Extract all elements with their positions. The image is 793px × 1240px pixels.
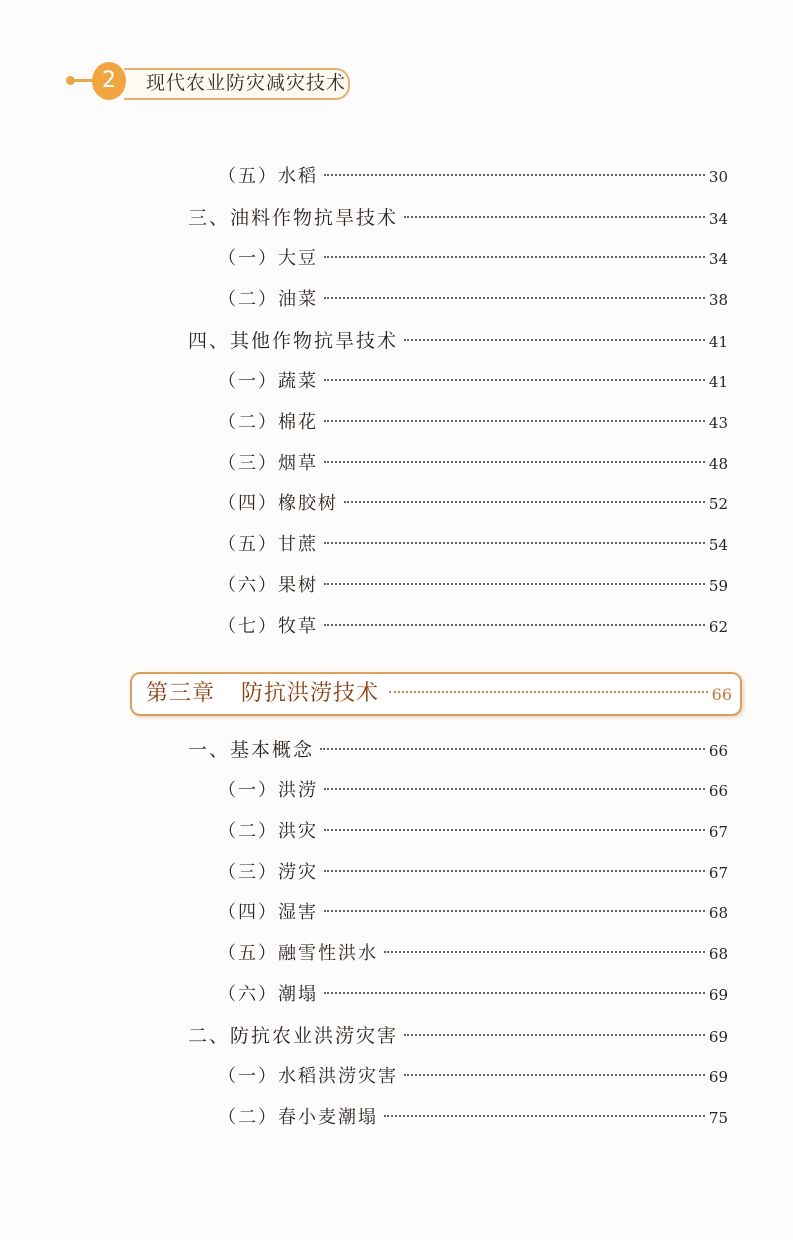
dot-leader bbox=[404, 1074, 705, 1076]
toc-entry[interactable] bbox=[218, 612, 728, 642]
toc-entry-label: （二）春小麦潮塌 bbox=[218, 1107, 378, 1128]
chapter-page: 66 bbox=[711, 685, 732, 704]
toc-entry-label: （一）洪涝 bbox=[218, 780, 318, 801]
toc-entry-label: （二）棉花 bbox=[218, 412, 318, 433]
toc-entry[interactable] bbox=[188, 1021, 728, 1051]
toc-entry[interactable] bbox=[218, 162, 728, 192]
toc-entry[interactable] bbox=[218, 367, 728, 397]
toc-entry-page: 59 bbox=[708, 577, 728, 595]
dot-leader bbox=[344, 501, 705, 503]
dot-leader bbox=[404, 1034, 705, 1036]
toc-entry-label: （四）湿害 bbox=[218, 902, 318, 923]
toc-entry-label: 四、其他作物抗旱技术 bbox=[188, 330, 399, 352]
toc-entry-page: 52 bbox=[708, 495, 728, 513]
dot-leader bbox=[324, 420, 705, 422]
dot-leader bbox=[324, 542, 705, 544]
toc-entry[interactable] bbox=[188, 326, 728, 356]
dot-leader bbox=[324, 174, 705, 176]
toc-entry-label: （五）水稻 bbox=[218, 166, 318, 187]
toc-entry-page: 43 bbox=[708, 414, 728, 432]
dot-leader bbox=[324, 461, 705, 463]
toc-entry-page: 66 bbox=[708, 742, 728, 760]
toc-entry-page: 38 bbox=[708, 291, 728, 309]
toc-entry-label: （一）蔬菜 bbox=[218, 371, 318, 392]
dot-leader bbox=[384, 951, 705, 953]
dot-leader bbox=[324, 910, 705, 912]
dot-leader bbox=[324, 297, 705, 299]
toc-entry-page: 66 bbox=[708, 782, 728, 800]
toc-entry-page: 67 bbox=[708, 864, 728, 882]
toc-entry-label: 三、油料作物抗旱技术 bbox=[188, 207, 399, 229]
header-ornament-dot bbox=[66, 76, 75, 85]
toc-entry[interactable] bbox=[218, 1062, 728, 1092]
toc-entry[interactable] bbox=[218, 285, 728, 315]
dot-leader bbox=[320, 748, 705, 750]
toc-entry[interactable] bbox=[218, 776, 728, 806]
dot-leader bbox=[324, 829, 705, 831]
toc-entry[interactable] bbox=[188, 203, 728, 233]
chapter-title: 防抗洪涝技术 bbox=[241, 681, 380, 706]
toc-entry[interactable] bbox=[188, 735, 728, 765]
toc-entry-label: 一、基本概念 bbox=[188, 739, 315, 761]
toc-entry-label: （五）融雪性洪水 bbox=[218, 943, 378, 964]
toc-entry[interactable] bbox=[218, 489, 728, 519]
toc-entry[interactable] bbox=[218, 898, 728, 928]
toc-entry[interactable] bbox=[218, 408, 728, 438]
toc-entry[interactable] bbox=[218, 939, 728, 969]
toc-entry-page: 69 bbox=[708, 1068, 728, 1086]
toc-entry-page: 68 bbox=[708, 904, 728, 922]
toc-entry[interactable] bbox=[218, 571, 728, 601]
toc-entry-page: 69 bbox=[708, 1028, 728, 1046]
book-title: 现代农业防灾减灾技术 bbox=[146, 72, 347, 94]
toc-entry-page: 34 bbox=[708, 250, 728, 268]
toc-entry-page: 67 bbox=[708, 823, 728, 841]
chapter-heading[interactable] bbox=[130, 672, 742, 716]
toc-entry-label: （三）涝灾 bbox=[218, 862, 318, 883]
toc-entry[interactable] bbox=[218, 980, 728, 1010]
toc-entry[interactable] bbox=[218, 244, 728, 274]
toc-entry-label: （三）烟草 bbox=[218, 453, 318, 474]
toc-entry-page: 34 bbox=[708, 210, 728, 228]
toc-entry[interactable] bbox=[218, 858, 728, 888]
dot-leader bbox=[324, 788, 705, 790]
toc-entry-label: （二）油菜 bbox=[218, 289, 318, 310]
toc-entry-label: （六）果树 bbox=[218, 575, 318, 596]
toc-entry-label: （一）大豆 bbox=[218, 248, 318, 269]
page-number-badge: 2 bbox=[92, 62, 126, 100]
dot-leader bbox=[324, 624, 705, 626]
dot-leader bbox=[324, 379, 705, 381]
toc-entry-page: 68 bbox=[708, 945, 728, 963]
toc-entry[interactable] bbox=[218, 1103, 728, 1133]
dot-leader bbox=[324, 256, 705, 258]
chapter-number: 第三章 bbox=[146, 681, 216, 706]
toc-entry[interactable] bbox=[218, 817, 728, 847]
toc-entry-label: （七）牧草 bbox=[218, 616, 318, 637]
toc-entry-label: （五）甘蔗 bbox=[218, 534, 318, 555]
running-header bbox=[66, 60, 356, 104]
dot-leader bbox=[324, 870, 705, 872]
toc-entry[interactable] bbox=[218, 530, 728, 560]
dot-leader bbox=[404, 339, 705, 341]
dot-leader bbox=[404, 216, 705, 218]
toc-entry-page: 30 bbox=[708, 168, 728, 186]
toc-entry[interactable] bbox=[218, 449, 728, 479]
toc-entry-label: 二、防抗农业洪涝灾害 bbox=[188, 1025, 399, 1047]
dot-leader bbox=[324, 992, 705, 994]
toc-entry-label: （一）水稻洪涝灾害 bbox=[218, 1066, 398, 1087]
dot-leader bbox=[384, 1115, 705, 1117]
toc-entry-label: （六）潮塌 bbox=[218, 984, 318, 1005]
toc-entry-page: 41 bbox=[708, 373, 728, 391]
toc-entry-label: （二）洪灾 bbox=[218, 821, 318, 842]
toc-entry-page: 48 bbox=[708, 455, 728, 473]
toc-entry-page: 69 bbox=[708, 986, 728, 1004]
toc-entry-page: 75 bbox=[708, 1109, 728, 1127]
toc-entry-label: （四）橡胶树 bbox=[218, 493, 338, 514]
dot-leader bbox=[389, 691, 708, 693]
toc-entry-page: 41 bbox=[708, 333, 728, 351]
dot-leader bbox=[324, 583, 705, 585]
toc-entry-page: 62 bbox=[708, 618, 728, 636]
toc-entry-page: 54 bbox=[708, 536, 728, 554]
